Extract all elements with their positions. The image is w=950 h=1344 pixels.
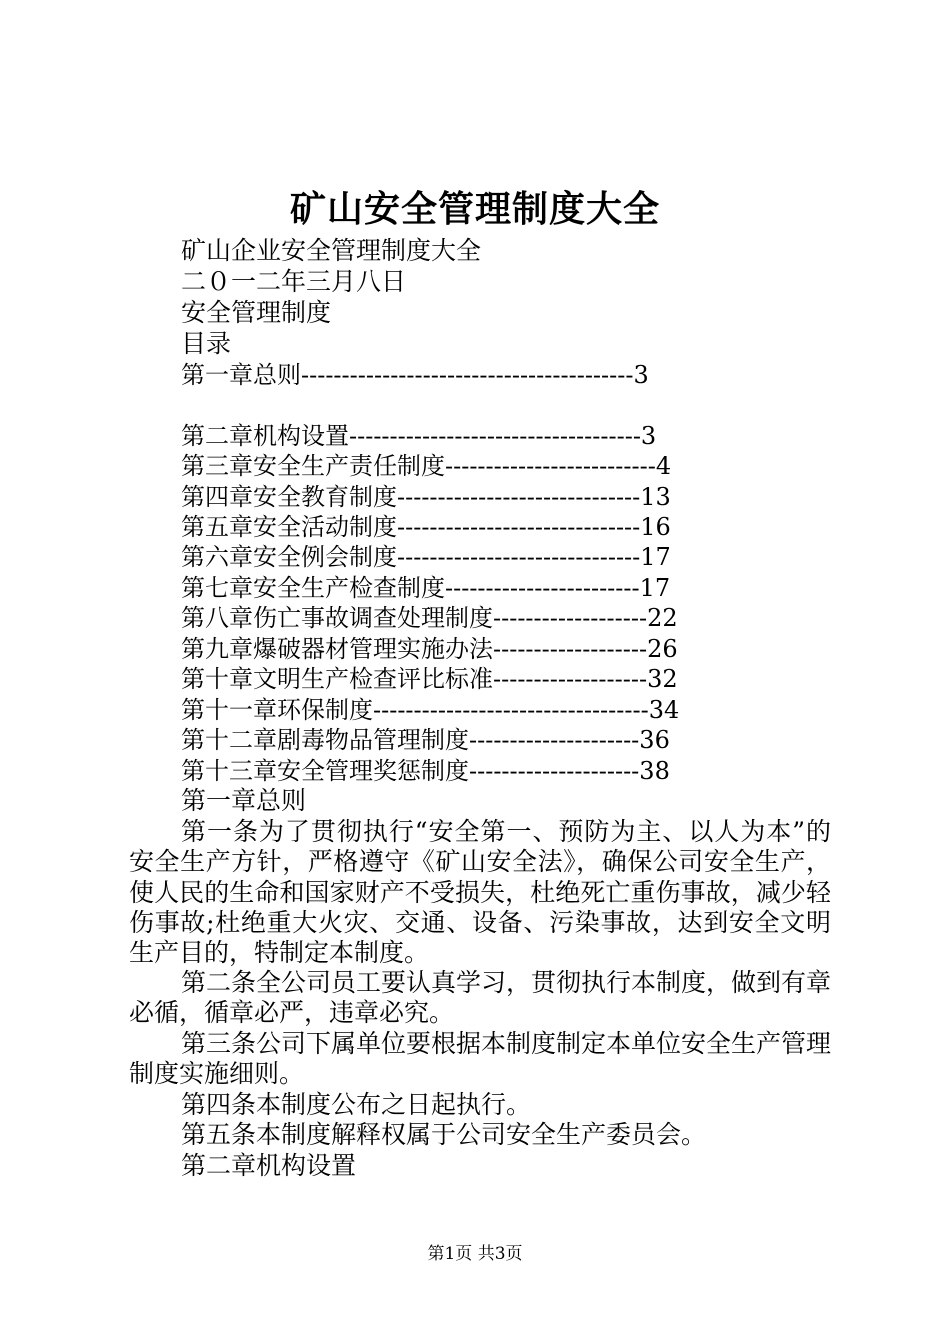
toc-entry: 第三章安全生产责任制度--------------------------4 (181, 452, 672, 480)
date-line: 二０一二年三月八日 (181, 267, 407, 296)
article-paragraph: 第五条本制度解释权属于公司安全生产委员会。 (181, 1120, 707, 1149)
toc-entry: 第八章伤亡事故调查处理制度-------------------22 (181, 604, 678, 632)
toc-entry: 第一章总则-----------------------------------------3 (181, 361, 649, 389)
article-paragraph: 第二条全公司员工要认真学习，贯彻执行本制度，做到有章必循，循章必严，违章必究。 (129, 968, 832, 1028)
toc-entry: 第十三章安全管理奖惩制度---------------------38 (181, 757, 670, 785)
section-line: 安全管理制度 (181, 298, 332, 327)
article-paragraph: 第一条为了贯彻执行“安全第一、预防为主、以人为本”的安全生产方针，严格遵守《矿山安全法》，确保公司安全生产，使人民的生命和国家财产不受损失，杜绝死亡重伤事故，减少轻伤事故;杜绝重大火灾、交通、设备、污染事故，达到安全文明生产目的，特制定本制度。 (129, 817, 831, 968)
subtitle-line: 矿山企业安全管理制度大全 (181, 236, 482, 265)
article-paragraph: 第四条本制度公布之日起执行。 (181, 1090, 532, 1119)
page-footer: 第1页 共3页 (427, 1244, 523, 1264)
chapter-heading: 第一章总则 (181, 786, 307, 815)
toc-heading: 目录 (181, 329, 232, 358)
toc-entry: 第十章文明生产检查评比标准-------------------32 (181, 665, 678, 693)
toc-entry: 第四章安全教育制度------------------------------13 (181, 483, 671, 511)
toc-entry: 第十一章环保制度----------------------------------34 (181, 696, 680, 724)
chapter-heading: 第二章机构设置 (181, 1151, 357, 1180)
toc-entry: 第六章安全例会制度------------------------------17 (181, 543, 671, 571)
toc-entry: 第二章机构设置------------------------------------3 (181, 422, 657, 450)
toc-entry: 第七章安全生产检查制度------------------------17 (181, 574, 671, 602)
toc-entry: 第五章安全活动制度------------------------------16 (181, 513, 671, 541)
toc-entry: 第十二章剧毒物品管理制度---------------------36 (181, 726, 670, 754)
article-paragraph: 第三条公司下属单位要根据本制度制定本单位安全生产管理制度实施细则。 (129, 1029, 832, 1089)
toc-entry: 第九章爆破器材管理实施办法-------------------26 (181, 635, 678, 663)
document-title: 矿山安全管理制度大全 (289, 188, 660, 230)
